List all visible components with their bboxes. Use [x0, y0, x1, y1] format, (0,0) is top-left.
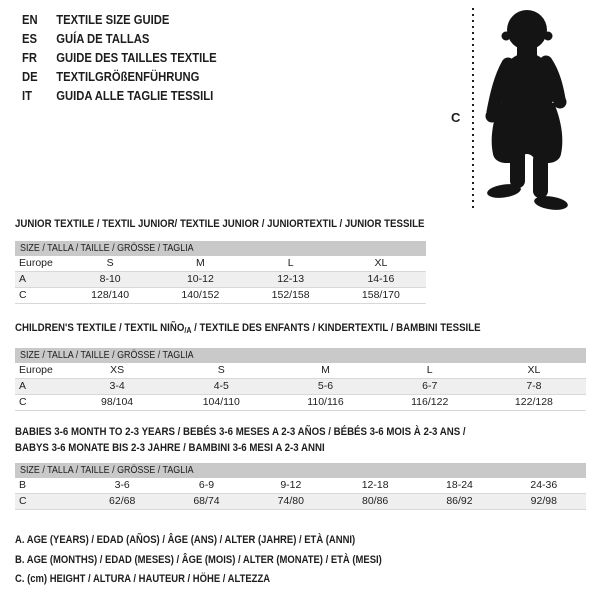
- table-row-europe: [15, 363, 586, 379]
- table-cell: 5-6: [317, 380, 334, 392]
- lang-label: TEXTILGRÖßENFÜHRUNG: [56, 70, 200, 84]
- table-cell: S: [106, 257, 114, 269]
- table-cell: S: [217, 364, 225, 376]
- lang-code: ES: [22, 32, 38, 46]
- lang-row-fr: [22, 49, 217, 68]
- table-cell: 92/98: [530, 495, 557, 507]
- table-row-c: [15, 288, 426, 304]
- table-cell: XL: [374, 257, 388, 269]
- table-cell: 6-9: [198, 479, 215, 491]
- size-header-bar: [15, 241, 426, 256]
- size-header-bar: [15, 348, 586, 363]
- table-row-c: [15, 494, 586, 510]
- table-cell: 7-8: [526, 380, 542, 392]
- size-header-bar: [15, 463, 586, 478]
- size-table-1: [15, 216, 426, 304]
- table-cell: 3-6: [114, 479, 130, 491]
- title-text: JUNIOR TEXTILE / TEXTIL JUNIOR/ TEXTILE JUNIOR / JUNIORTEXTIL / JUNIOR TESSILE: [15, 218, 425, 230]
- table-cell: 18-24: [446, 479, 473, 491]
- title-text: BABIES 3-6 MONTH TO 2-3 YEARS / BEBÉS 3-6 MESES A 2-3 AÑOS / BÉBÉS 3-6 MOIS À 2-3 ANS /: [15, 426, 466, 438]
- lang-code: DE: [22, 70, 38, 84]
- lang-row-de: [22, 68, 217, 87]
- table-cell: 116/122: [411, 396, 449, 408]
- lang-label: GUIDA ALLE TAGLIE TESSILI: [56, 89, 214, 103]
- size-table-3: [15, 424, 586, 510]
- table-cell: 9-12: [280, 479, 302, 491]
- table-cell: 14-16: [367, 273, 395, 285]
- height-measure-label: C: [451, 110, 461, 125]
- table-row-europe: [15, 256, 426, 272]
- lang-label: TEXTILE SIZE GUIDE: [56, 13, 170, 27]
- table-row-a: [15, 379, 586, 395]
- title-text: / TEXTILE DES ENFANTS / KINDERTEXTIL / BAMBINI TESSILE: [191, 322, 481, 334]
- table-cell: 152/158: [271, 289, 310, 301]
- table-cell: 3-4: [109, 380, 125, 392]
- table-title: [15, 216, 426, 232]
- row-label: Europe: [19, 364, 53, 376]
- lang-row-es: [22, 30, 217, 49]
- table-cell: XL: [527, 364, 541, 376]
- table-cell: M: [196, 257, 205, 269]
- table-title-line: [15, 440, 517, 456]
- row-label: C: [19, 289, 27, 301]
- size-table-2: [15, 320, 586, 411]
- table-cell: XS: [110, 364, 125, 376]
- table-title-line: [15, 424, 517, 440]
- table-title-line: [15, 216, 425, 232]
- footnote-c: C. (cm) HEIGHT / ALTURA / HAUTEUR / HÖHE / ALTEZZA: [15, 573, 271, 585]
- row-label: B: [19, 479, 27, 491]
- table-cell: 128/140: [91, 289, 130, 301]
- table-title: [15, 424, 586, 456]
- footnote-a: A. AGE (YEARS) / EDAD (AÑOS) / ÂGE (ANS) / ALTER (JAHRE) / ETÀ (ANNI): [15, 534, 356, 546]
- lang-row-en: [22, 11, 217, 30]
- footnotes: [15, 531, 442, 590]
- title-text: CHILDREN'S TEXTILE / TEXTIL NIÑO: [15, 322, 185, 334]
- table-cell: 62/68: [109, 495, 136, 507]
- lang-label: GUÍA DE TALLAS: [56, 32, 150, 46]
- table-row-a: [15, 272, 426, 288]
- row-label: A: [19, 273, 27, 285]
- lang-label: GUIDE DES TAILLES TEXTILE: [56, 51, 217, 65]
- row-label: C: [19, 396, 27, 408]
- language-title-block: [22, 11, 238, 106]
- size-header-text: SIZE / TALLA / TAILLE / GRÖSSE / TAGLIA: [20, 242, 194, 254]
- table-cell: L: [287, 257, 294, 269]
- table-cell: 110/116: [307, 396, 344, 408]
- table-cell: 140/152: [181, 289, 220, 301]
- table-cell: 98/104: [101, 396, 134, 408]
- row-label: C: [19, 495, 27, 507]
- footnote-b: B. AGE (MONTHS) / EDAD (MESES) / ÂGE (MOIS) / ALTER (MONATE) / ETÀ (MESI): [15, 553, 382, 566]
- table-cell: 6-7: [422, 380, 438, 392]
- table-cell: M: [321, 364, 330, 376]
- row-label: A: [19, 380, 27, 392]
- measurement-figure: [430, 0, 600, 220]
- toddler-silhouette: [486, 10, 569, 212]
- title-subscript: /A: [184, 326, 192, 335]
- table-cell: 24-36: [530, 479, 558, 491]
- lang-code: IT: [22, 89, 32, 103]
- table-cell: 104/110: [202, 396, 240, 408]
- table-title: [15, 320, 586, 339]
- lang-row-it: [22, 87, 217, 106]
- table-cell: 10-12: [186, 273, 214, 285]
- table-cell: 12-13: [277, 273, 305, 285]
- table-cell: 68/74: [193, 495, 220, 507]
- table-cell: L: [426, 364, 433, 376]
- size-header-text: SIZE / TALLA / TAILLE / GRÖSSE / TAGLIA: [20, 349, 194, 361]
- row-label: Europe: [19, 257, 53, 269]
- toddler-silhouette-svg: [430, 0, 600, 220]
- table-cell: 86/92: [446, 495, 473, 507]
- table-cell: 8-10: [99, 273, 121, 285]
- table-cell: 12-18: [361, 479, 389, 491]
- table-cell: 122/128: [514, 396, 553, 408]
- table-title-line: [15, 320, 517, 339]
- title-text: BABYS 3-6 MONATE BIS 2-3 JAHRE / BAMBINI 3-6 MESI A 2-3 ANNI: [15, 442, 325, 454]
- size-header-text: SIZE / TALLA / TAILLE / GRÖSSE / TAGLIA: [20, 464, 194, 476]
- lang-code: EN: [22, 13, 38, 27]
- table-cell: 4-5: [213, 380, 229, 392]
- lang-code: FR: [22, 51, 38, 65]
- table-row-c: [15, 395, 586, 411]
- table-cell: 80/86: [362, 495, 389, 507]
- table-row-b: [15, 478, 586, 494]
- table-cell: 74/80: [277, 495, 304, 507]
- table-cell: 158/170: [361, 289, 400, 301]
